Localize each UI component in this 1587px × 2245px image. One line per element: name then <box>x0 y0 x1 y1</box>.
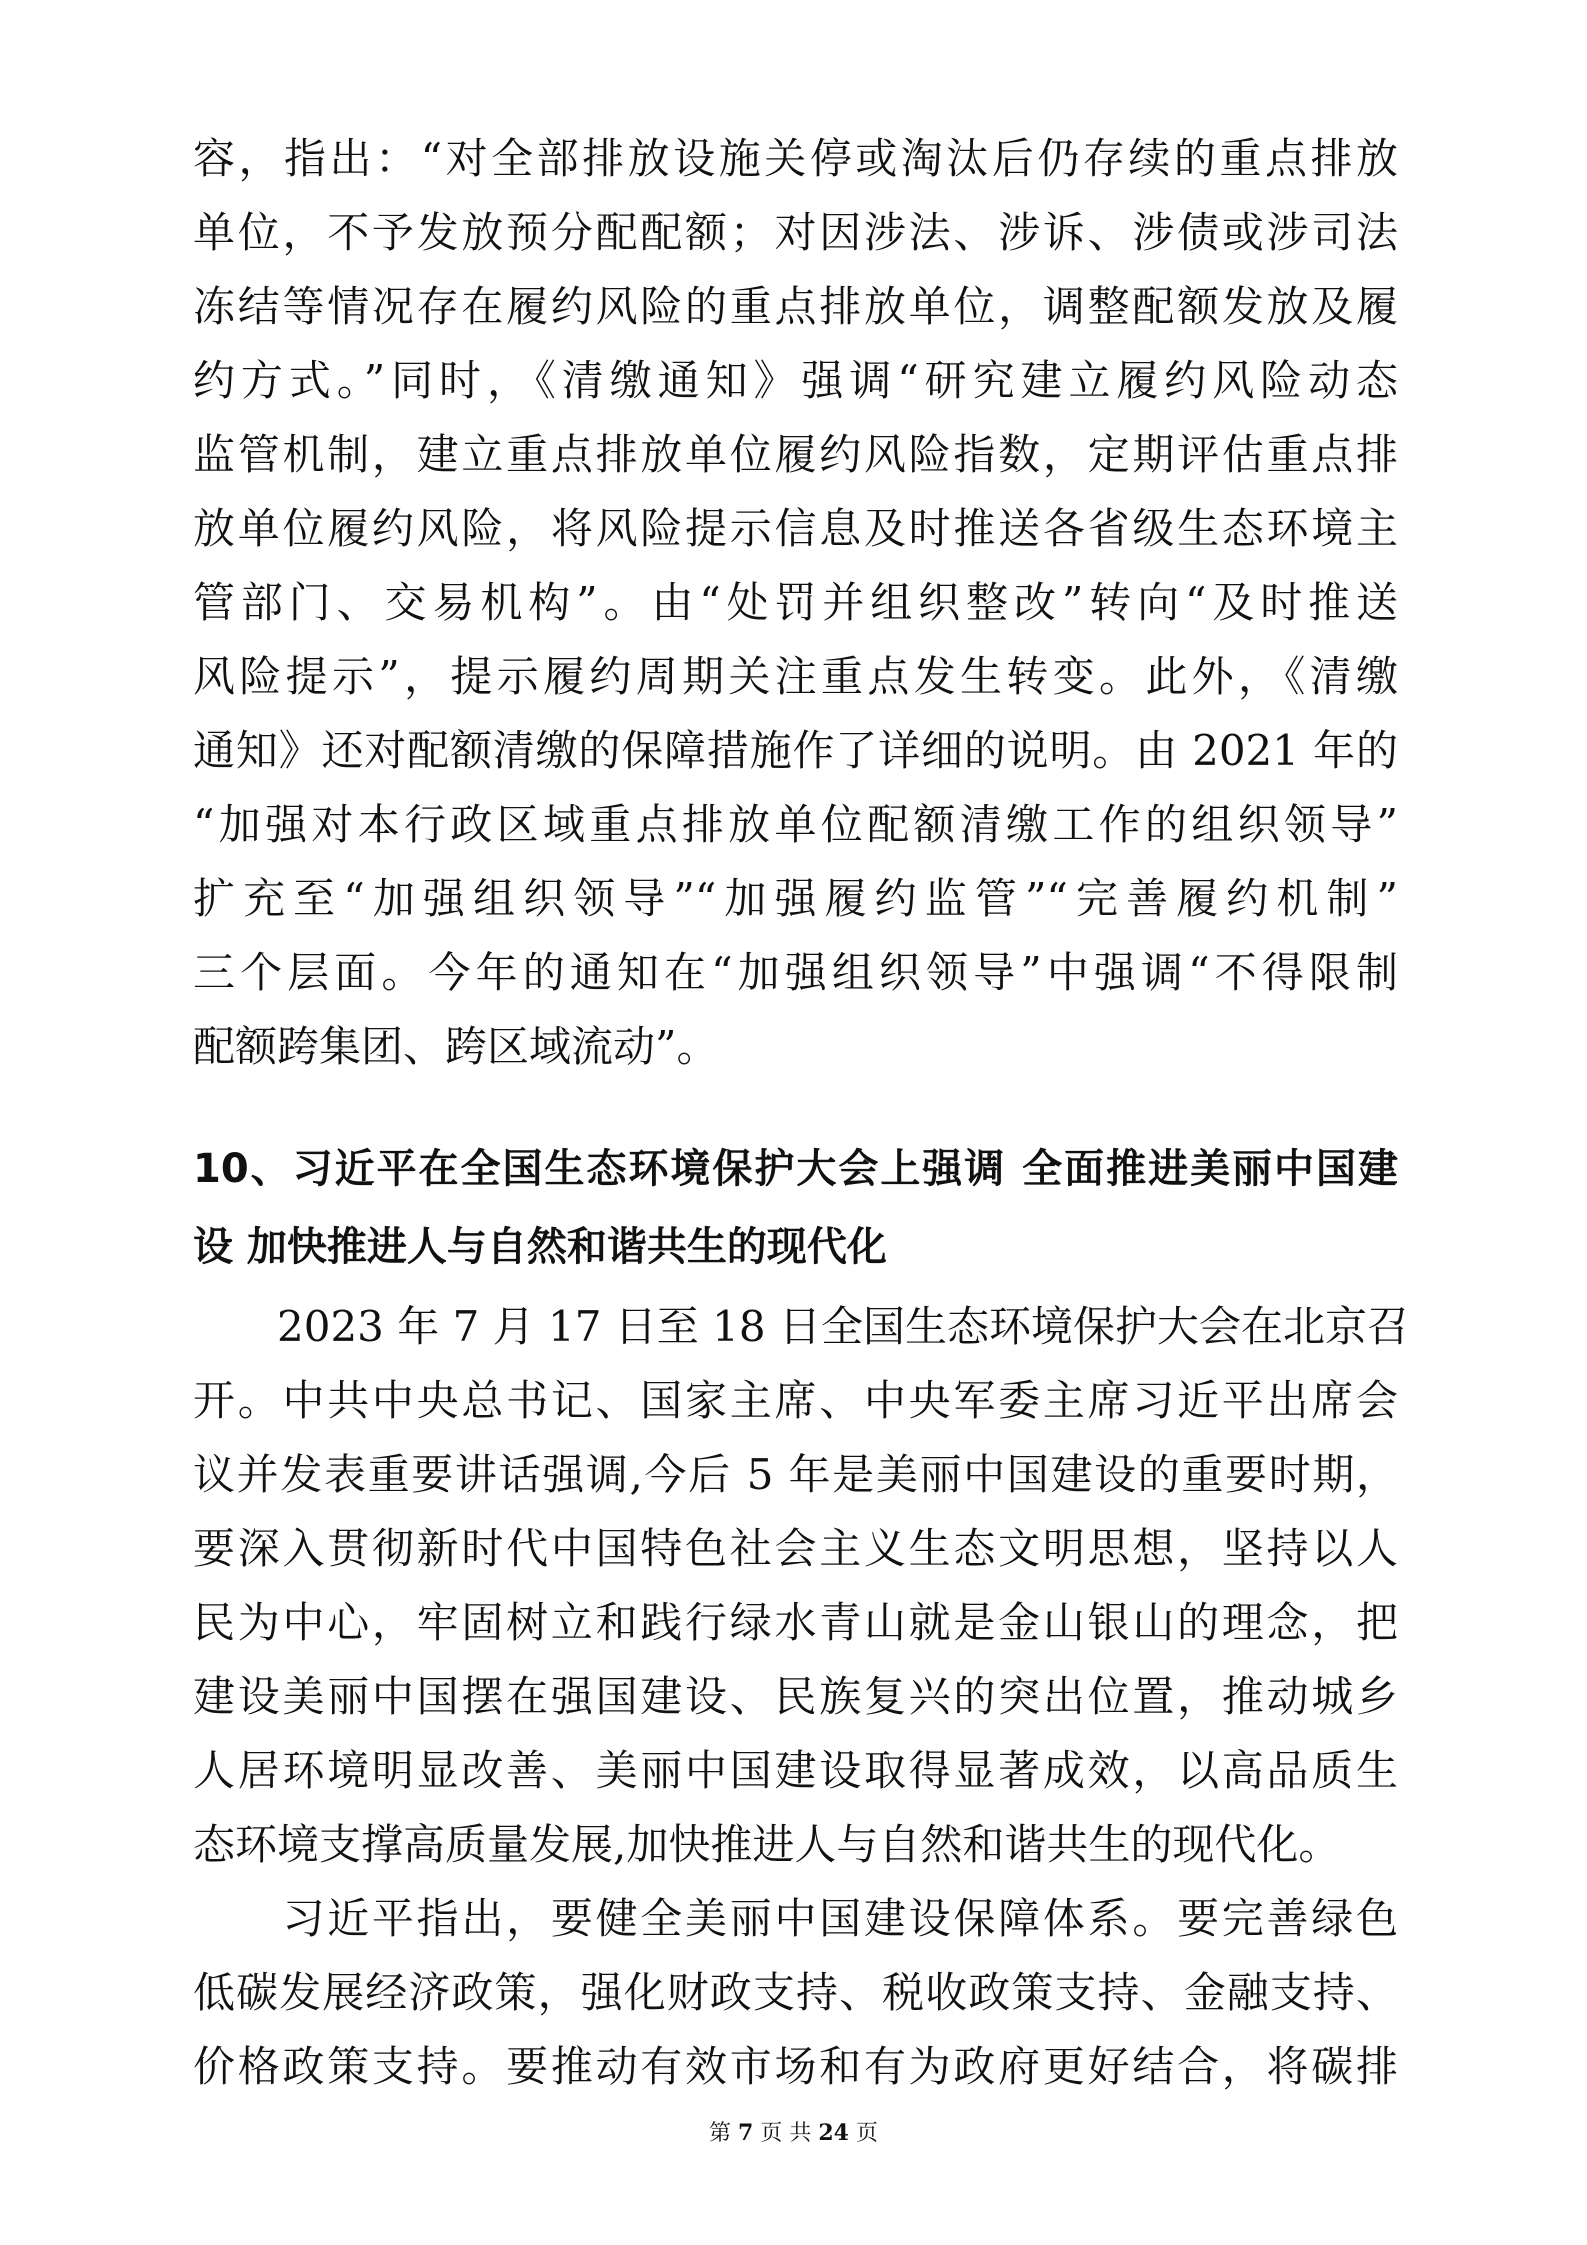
page-number: 7 <box>738 2120 754 2146</box>
page-footer <box>0 2116 1587 2147</box>
text-line: 管部门、交易机构”。由“处罚并组织整改”转向“及时推送 <box>193 578 1398 627</box>
text-line: 通知》还对配额清缴的保障措施作了详细的说明。由 2021 年的 <box>193 726 1398 775</box>
text-line: “加强对本行政区域重点排放单位配额清缴工作的组织领导” <box>193 800 1398 849</box>
text-line: 建设美丽中国摆在强国建设、民族复兴的突出位置，推动城乡 <box>193 1672 1398 1721</box>
text-line: 冻结等情况存在履约风险的重点排放单位，调整配额发放及履 <box>193 282 1398 331</box>
text-line: 监管机制，建立重点排放单位履约风险指数，定期评估重点排 <box>193 430 1398 479</box>
text-line: 配额跨集团、跨区域流动”。 <box>193 1022 719 1071</box>
text-line: 容，指出：“对全部排放设施关停或淘汰后仍存续的重点排放 <box>193 134 1398 183</box>
text-line: 三个层面。今年的通知在“加强组织领导”中强调“不得限制 <box>193 948 1398 997</box>
text-line: 放单位履约风险，将风险提示信息及时推送各省级生态环境主 <box>193 504 1398 553</box>
paragraph-conference <box>193 1290 1409 1882</box>
text-line: 民为中心，牢固树立和践行绿水青山就是金山银山的理念，把 <box>193 1598 1398 1647</box>
text-line: 习近平指出，要健全美丽中国建设保障体系。要完善绿色 <box>193 1894 1398 1943</box>
section-heading <box>193 1130 1398 1286</box>
text-line: 低碳发展经济政策，强化财政支持、税收政策支持、金融支持、 <box>193 1968 1398 2017</box>
footer-prefix: 第 <box>709 2121 732 2146</box>
footer-suffix: 页 <box>855 2121 878 2146</box>
heading-line: 10、习近平在全国生态环境保护大会上强调 全面推进美丽中国建 <box>193 1146 1398 1192</box>
paragraph-guarantee-system <box>193 1882 1398 2104</box>
text-line: 价格政策支持。要推动有效市场和有为政府更好结合，将碳排 <box>193 2042 1398 2091</box>
text-line: 约方式。”同时，《清缴通知》强调“研究建立履约风险动态 <box>193 356 1398 405</box>
paragraph-carbon-quota <box>193 122 1398 1084</box>
text-line: 2023 年 7 月 17 日至 18 日全国生态环境保护大会在北京召 <box>193 1302 1409 1351</box>
text-line: 要深入贯彻新时代中国特色社会主义生态文明思想，坚持以人 <box>193 1524 1398 1573</box>
footer-middle: 页 共 <box>760 2121 812 2146</box>
text-line: 态环境支撑高质量发展,加快推进人与自然和谐共生的现代化。 <box>193 1820 1341 1869</box>
text-line: 单位，不予发放预分配配额；对因涉法、涉诉、涉债或涉司法 <box>193 208 1398 257</box>
text-line: 开。中共中央总书记、国家主席、中央军委主席习近平出席会 <box>193 1376 1398 1425</box>
text-line: 人居环境明显改善、美丽中国建设取得显著成效，以高品质生 <box>193 1746 1398 1795</box>
text-line: 风险提示”，提示履约周期关注重点发生转变。此外，《清缴 <box>193 652 1398 701</box>
total-pages: 24 <box>818 2120 849 2146</box>
text-line: 扩充至“加强组织领导”“加强履约监管”“完善履约机制” <box>193 874 1398 923</box>
text-line: 议并发表重要讲话强调,今后 5 年是美丽中国建设的重要时期， <box>193 1450 1398 1499</box>
heading-line: 设 加快推进人与自然和谐共生的现代化 <box>193 1224 887 1270</box>
document-body <box>193 122 1409 2104</box>
